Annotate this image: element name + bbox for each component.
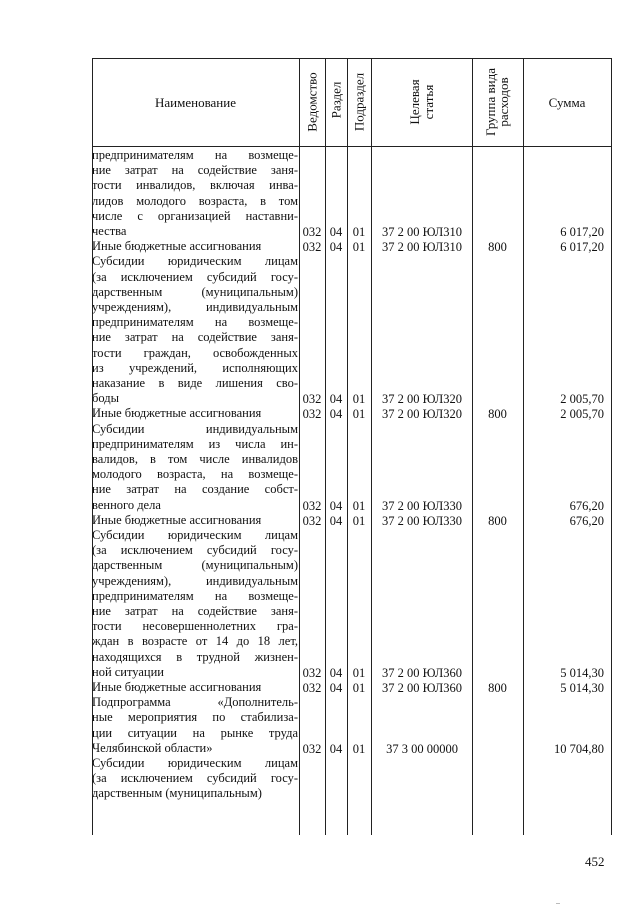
row-gruppa: 800 [488,240,507,255]
row-razdel: 04 [329,665,343,680]
row-name-line: наказание в виде лишения сво- [92,375,298,390]
row-podrazdel: 01 [352,681,366,695]
row-podrazdel: 01 [352,513,366,528]
row-name [92,406,298,421]
row-name-line: дарственным (муниципальным) [92,786,262,801]
header-gruppa-line: Группа вида [483,68,498,136]
row-name [92,528,298,680]
header-celevaya-line: статья [421,84,436,120]
row-celevaya: 37 2 00 ЮЛ330 [381,498,463,513]
header-gruppa [484,68,510,136]
row-name-line: (за исключением субсидий госу- [92,543,298,558]
row-razdel: 04 [329,681,343,695]
header-gruppa-line: расходов [496,77,511,127]
header-celevaya-line: Целевая [407,79,422,125]
row-vedomstvo: 032 [302,225,322,239]
row-summa: 676,20 [569,498,604,513]
row-name-line: находящихся в трудной жизнен- [92,649,298,664]
row-podrazdel: 01 [352,741,366,756]
row-podrazdel: 01 [352,407,366,422]
row-name [92,422,298,513]
row-name [92,513,298,528]
header-celevaya [408,79,436,124]
row-vedomstvo: 032 [302,240,322,255]
column-divider [472,58,473,835]
row-vedomstvo: 032 [302,513,322,528]
column-divider [347,58,348,835]
row-name-line: ные мероприятия по стабилиза- [92,710,298,725]
row-summa: 6 017,20 [560,240,604,255]
row-name-line: чества [92,223,127,238]
row-name-line: учреждениям), индивидуальным [92,573,298,588]
row-podrazdel: 01 [352,498,366,513]
row-name-line: ции ситуации на рынке труда [92,725,298,740]
row-name-line: Иные бюджетные ассигнования [92,239,262,254]
row-vedomstvo: 032 [302,407,322,422]
row-name [92,695,298,756]
row-name-line: предпринимателям на возмеще- [92,315,298,330]
row-name [92,680,298,695]
row-summa: 5 014,30 [560,681,604,695]
row-name-line: молодого возраста, на возмеще- [92,467,298,482]
row-name [92,756,298,802]
row-name-line: валидов, в том числе инвалидов [92,451,298,466]
row-celevaya: 37 3 00 00000 [386,741,458,756]
row-celevaya: 37 2 00 ЮЛ310 [381,240,463,255]
row-name-line: венного дела [92,497,161,512]
row-name-line: ние затрат на содействие заня- [92,330,298,345]
page-number: 452 [585,854,605,869]
row-summa: 2 005,70 [560,407,604,422]
row-name-line: из учреждений, исполняющих [92,360,298,375]
row-name-line: Субсидии юридическим лицам [92,528,298,542]
header-summa: Сумма [548,95,586,110]
row-vedomstvo: 032 [302,665,322,680]
row-celevaya: 37 2 00 ЮЛ360 [381,681,463,695]
row-summa: 10 704,80 [554,741,604,756]
column-divider [611,58,612,835]
row-name-line: (за исключением субсидий госу- [92,269,298,284]
row-name-line: Челябинской области» [92,740,213,755]
row-vedomstvo: 032 [302,392,322,407]
row-name-line: Иные бюджетные ассигнования [92,680,262,694]
row-celevaya: 37 2 00 ЮЛ320 [381,407,463,422]
row-name-line: Подпрограмма «Дополнитель- [92,695,298,710]
row-name-line: Субсидии юридическим лицам [92,756,298,770]
row-name-line: тости граждан, освобожденных [92,345,298,360]
row-razdel: 04 [329,407,343,422]
row-razdel: 04 [329,392,343,407]
column-divider [325,58,326,835]
budget-table [92,58,611,835]
row-gruppa: 800 [488,407,507,422]
row-name-line: ние затрат на содействие заня- [92,603,298,618]
row-vedomstvo: 032 [302,681,322,695]
row-vedomstvo: 032 [302,498,322,513]
row-name-line: предпринимателям на возмеще- [92,148,298,162]
row-name-line: числе с организацией наставни- [92,208,298,223]
row-gruppa: 800 [488,513,507,528]
row-summa: 2 005,70 [560,392,604,407]
row-razdel: 04 [329,513,343,528]
row-name [92,254,298,406]
row-celevaya: 37 2 00 ЮЛ320 [381,392,463,407]
row-celevaya: 37 2 00 ЮЛ360 [381,665,463,680]
row-name-line: Иные бюджетные ассигнования [92,406,262,421]
header-razdel: Раздел [328,81,344,119]
header-name: Наименование [155,95,236,110]
table-top-border [92,58,611,59]
row-gruppa: 800 [488,681,507,695]
column-divider [299,58,300,835]
header-podrazdel: Подраздел [351,72,367,132]
row-celevaya: 37 2 00 ЮЛ330 [381,513,463,528]
row-name-line: дарственным (муниципальным) [92,284,298,299]
row-razdel: 04 [329,498,343,513]
row-podrazdel: 01 [352,240,366,255]
row-name-line: учреждениям), индивидуальным [92,299,298,314]
row-celevaya: 37 2 00 ЮЛ310 [381,225,463,239]
row-name-line: предпринимателям из числа ин- [92,436,298,451]
row-vedomstvo: 032 [302,741,322,756]
row-name-line: Субсидии индивидуальным [92,421,298,436]
row-name-line: ние затрат на содействие заня- [92,163,298,178]
row-name-line: тости инвалидов, включая инва- [92,178,298,193]
row-podrazdel: 01 [352,225,366,239]
row-name [92,148,298,239]
row-name-line: ние затрат на создание собст- [92,482,298,497]
row-podrazdel: 01 [352,392,366,407]
header-vedomstvo: Ведомство [304,72,320,132]
row-name-line: дарственным (муниципальным) [92,558,298,573]
row-razdel: 04 [329,225,343,239]
row-name-line: Субсидии юридическим лицам [92,254,298,269]
header-bottom-border [92,146,611,147]
row-name-line: (за исключением субсидий госу- [92,771,298,786]
row-name-line: боды [92,391,120,406]
scan-mark [556,903,560,904]
row-name-line: Иные бюджетные ассигнования [92,512,262,527]
row-name-line: лидов молодого возраста, в том [92,193,298,208]
row-razdel: 04 [329,741,343,756]
row-name-line: ждан в возрасте от 14 до 18 лет, [92,634,298,649]
row-name-line: предпринимателям на возмеще- [92,588,298,603]
row-name-line: ной ситуации [92,664,164,679]
row-summa: 6 017,20 [560,225,604,239]
column-divider [523,58,524,835]
row-podrazdel: 01 [352,665,366,680]
row-razdel: 04 [329,240,343,255]
row-name-line: тости несовершеннолетних гра- [92,619,298,634]
row-name [92,239,298,254]
column-divider [371,58,372,835]
row-summa: 676,20 [569,513,604,528]
row-summa: 5 014,30 [560,665,604,680]
